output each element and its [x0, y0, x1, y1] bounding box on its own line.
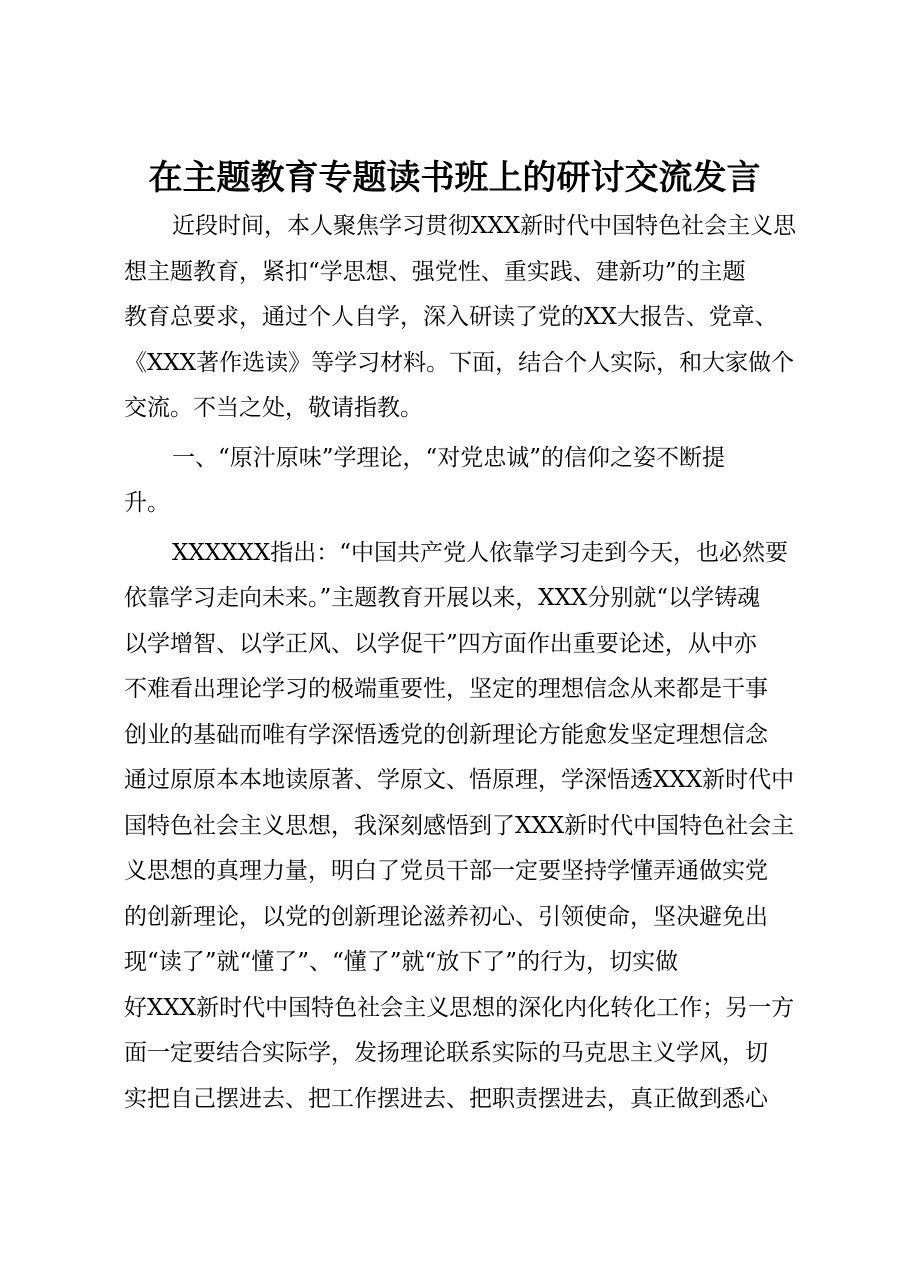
text-line: 创业的基础而唯有学深悟透党的创新理论方能愈发坚定理想信念: [124, 721, 768, 748]
text-line: 现“读了”就“懂了”、“懂了”就“放下了”的行为，切实做: [124, 949, 679, 975]
text-line: 的创新理论，以党的创新理论滋养初心、引领使命，坚决避免出: [124, 903, 768, 930]
text-line: 想主题教育，紧扣“学思想、强党性、重实践、建新功”的主题: [124, 258, 746, 285]
text-line: 实把自己摆进去、把工作摆进去、把职责摆进去，真正做到悉心: [124, 1085, 768, 1112]
text-line: 《XXX著作选读》等学习材料。下面，结合个人实际，和大家做个: [124, 349, 795, 376]
text-line: 以学增智、以学正风、以学促干”四方面作出重要论述，从中亦: [124, 630, 757, 657]
text-line: 国特色社会主义思想，我深刻感悟到了XXX新时代中国特色社会主: [124, 812, 795, 839]
section-heading-line: 升。: [124, 490, 170, 516]
text-line: 依靠学习走向未来。”主题教育开展以来，XXX分别就“以学铸魂: [124, 585, 761, 611]
text-line: 不难看出理论学习的极端重要性，坚定的理想信念从来都是干事: [124, 676, 768, 702]
text-line: 通过原原本本地读原著、学原文、悟原理，学深悟透XXX新时代中: [124, 767, 795, 793]
text-line: 近段时间，本人聚焦学习贯彻XXX新时代中国特色社会主义思: [172, 213, 797, 239]
section-heading-line: 一、“原汁原味”学理论，“对党忠诚”的信仰之姿不断提: [172, 444, 726, 471]
text-line: 义思想的真理力量，明白了党员干部一定要坚持学懂弄通做实党: [124, 858, 768, 884]
paragraph: [124, 531, 824, 1123]
paragraph: [124, 204, 824, 432]
text-line: 面一定要结合实际学，发扬理论联系实际的马克思主义学风，切: [124, 1040, 768, 1066]
text-line: 好XXX新时代中国特色社会主义思想的深化内化转化工作；另一方: [124, 994, 795, 1021]
document-title: 在主题教育专题读书班上的研讨交流发言: [148, 158, 761, 198]
paragraph: [124, 436, 824, 527]
document-body: [124, 204, 824, 1122]
text-line: 交流。不当之处，敬请指教。: [124, 395, 423, 421]
text-line: XXXXXX指出：“中国共产党人依靠学习走到今天，也必然要: [172, 539, 789, 566]
text-line: 教育总要求，通过个人自学，深入研读了党的XX大报告、党章、: [124, 304, 778, 330]
